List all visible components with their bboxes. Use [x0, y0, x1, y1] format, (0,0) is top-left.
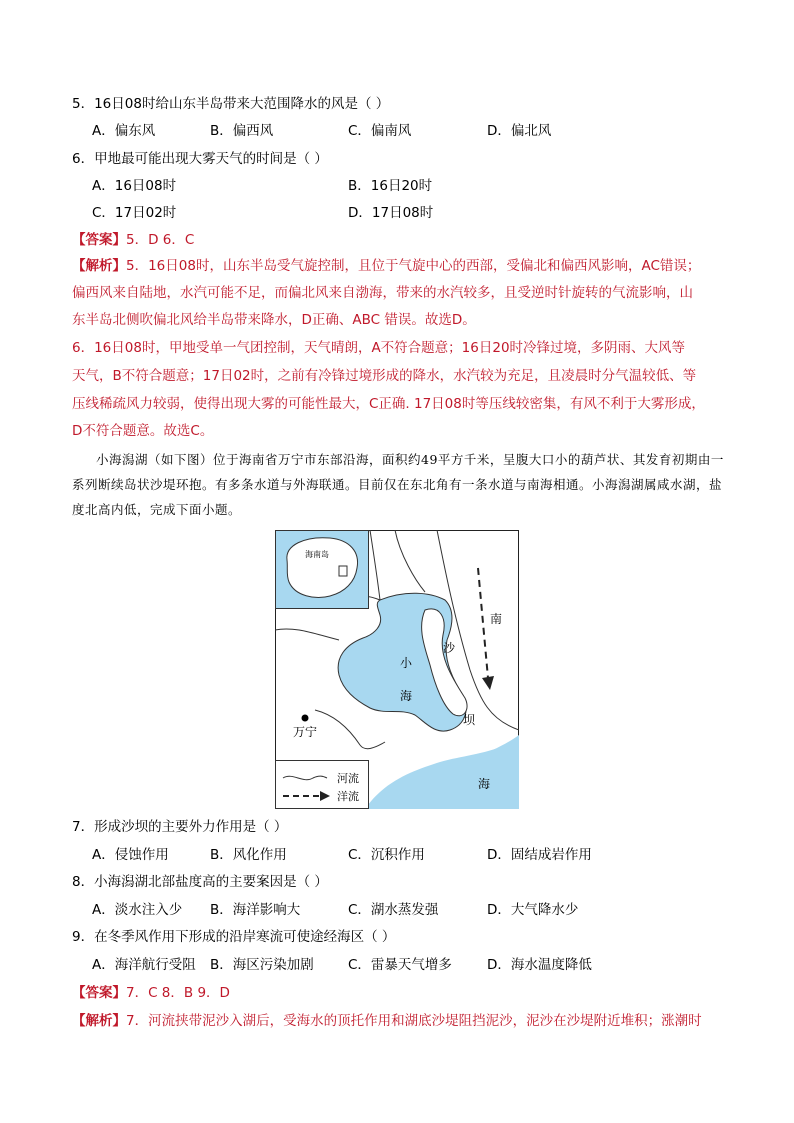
q7-option-a: A．侵蚀作用	[92, 847, 169, 863]
answer-text: 7．C 8．B 9．D	[126, 985, 230, 1001]
answer-label: 【答案】	[72, 985, 126, 1001]
reading-passage: 小海潟湖（如下图）位于海南省万宁市东部沿海，面积约49平方千米，呈腹大口小的葫芦状、其发育初期由一系列断续岛状沙堤环抱。有多条水道与外海联通。目前仅在东北角有一条水道与南海相通。小海潟湖属咸水湖，盐度北高内低，完成下面小题。	[72, 452, 724, 517]
q6-option-b: B．16日20时	[348, 178, 433, 194]
answer-text: 5．D 6．C	[126, 232, 195, 248]
analysis-line: 6．16日08时，甲地受单一气团控制，天气晴朗，A不符合题意；16日20时冷锋过境，多阴雨、大风等	[72, 340, 686, 356]
inset-label: 海南岛	[305, 550, 329, 559]
q5-option-d: D．偏北风	[487, 123, 552, 139]
q5-option-c: C．偏南风	[348, 123, 412, 139]
analysis-line: 天气，B不符合题意；17日02时，之前有冷锋过境形成的降水，水汽较为充足，且凌晨时分气温较低、等	[72, 368, 697, 384]
q9-option-a: A．海洋航行受阻	[92, 957, 196, 973]
q8-option-d: D．大气降水少	[487, 902, 579, 918]
analysis-line: 【解析】7．河流挟带泥沙入湖后，受海水的顶托作用和湖底沙堤阻挡泥沙，泥沙在沙堤附近堆积；涨潮时	[72, 1013, 702, 1029]
analysis-line: 偏西风来自陆地，水汽可能不足，而偏北风来自渤海，带来的水汽较多，且受逆时针旋转的气流影响，山	[72, 285, 693, 301]
q9-stem: 9．在冬季风作用下形成的沿岸寒流可使途经海区（ ）	[72, 929, 396, 945]
city-marker-icon	[302, 715, 309, 722]
q8-stem: 8．小海潟湖北部盐度高的主要案因是（ ）	[72, 874, 328, 890]
legend-current-label: 洋流	[337, 790, 359, 803]
label-ba: 坝	[463, 713, 476, 727]
legend-river-label: 河流	[337, 772, 359, 785]
q8-option-c: C．湖水蒸发强	[348, 902, 439, 918]
label-hai-sea: 海	[478, 777, 491, 791]
answer-label: 【答案】	[72, 232, 126, 248]
q8-option-b: B．海洋影响大	[210, 902, 301, 918]
analysis-line: 【解析】5．16日08时，山东半岛受气旋控制，且位于气旋中心的西部，受偏北和偏西风影响，AC错误；	[72, 258, 701, 274]
label-wanning: 万宁	[293, 725, 318, 739]
label-sha: 沙	[443, 641, 456, 655]
analysis-line: D不符合题意。故选C。	[72, 423, 214, 439]
q7-stem: 7．形成沙坝的主要外力作用是（ ）	[72, 819, 288, 835]
label-nan: 南	[490, 612, 503, 626]
label-xiao: 小	[400, 656, 413, 670]
label-hai: 海	[400, 689, 413, 703]
analysis-line: 东半岛北侧吹偏北风给半岛带来降水，D正确、ABC 错误。故选D。	[72, 312, 476, 328]
q5-stem: 5．16日08时给山东半岛带来大范围降水的风是（ ）	[72, 96, 390, 112]
q5-option-a: A．偏东风	[92, 123, 156, 139]
analysis-label: 【解析】	[72, 258, 126, 274]
answer-block-1	[72, 230, 194, 250]
analysis-line: 压线稀疏风力较弱，使得出现大雾的可能性最大，C正确. 17日08时等压线较密集，有风不利于大雾形成，	[72, 396, 705, 412]
q7-option-c: C．沉积作用	[348, 847, 425, 863]
q6-option-a: A．16日08时	[92, 178, 177, 194]
q5-option-b: B．偏西风	[210, 123, 274, 139]
q9-option-d: D．海水温度降低	[487, 957, 592, 973]
analysis-label: 【解析】	[72, 1013, 126, 1029]
q9-option-c: C．雷暴天气增多	[348, 957, 452, 973]
q9-option-b: B．海区污染加剧	[210, 957, 314, 973]
q6-option-d: D．17日08时	[348, 205, 434, 221]
q8-option-a: A．淡水注入少	[92, 902, 183, 918]
lagoon-map	[275, 530, 519, 809]
q6-option-c: C．17日02时	[92, 205, 177, 221]
q7-option-b: B．风化作用	[210, 847, 287, 863]
q7-option-d: D．固结成岩作用	[487, 847, 592, 863]
q6-stem: 6．甲地最可能出现大雾天气的时间是（ ）	[72, 151, 328, 167]
answer-block-2	[72, 983, 230, 1003]
